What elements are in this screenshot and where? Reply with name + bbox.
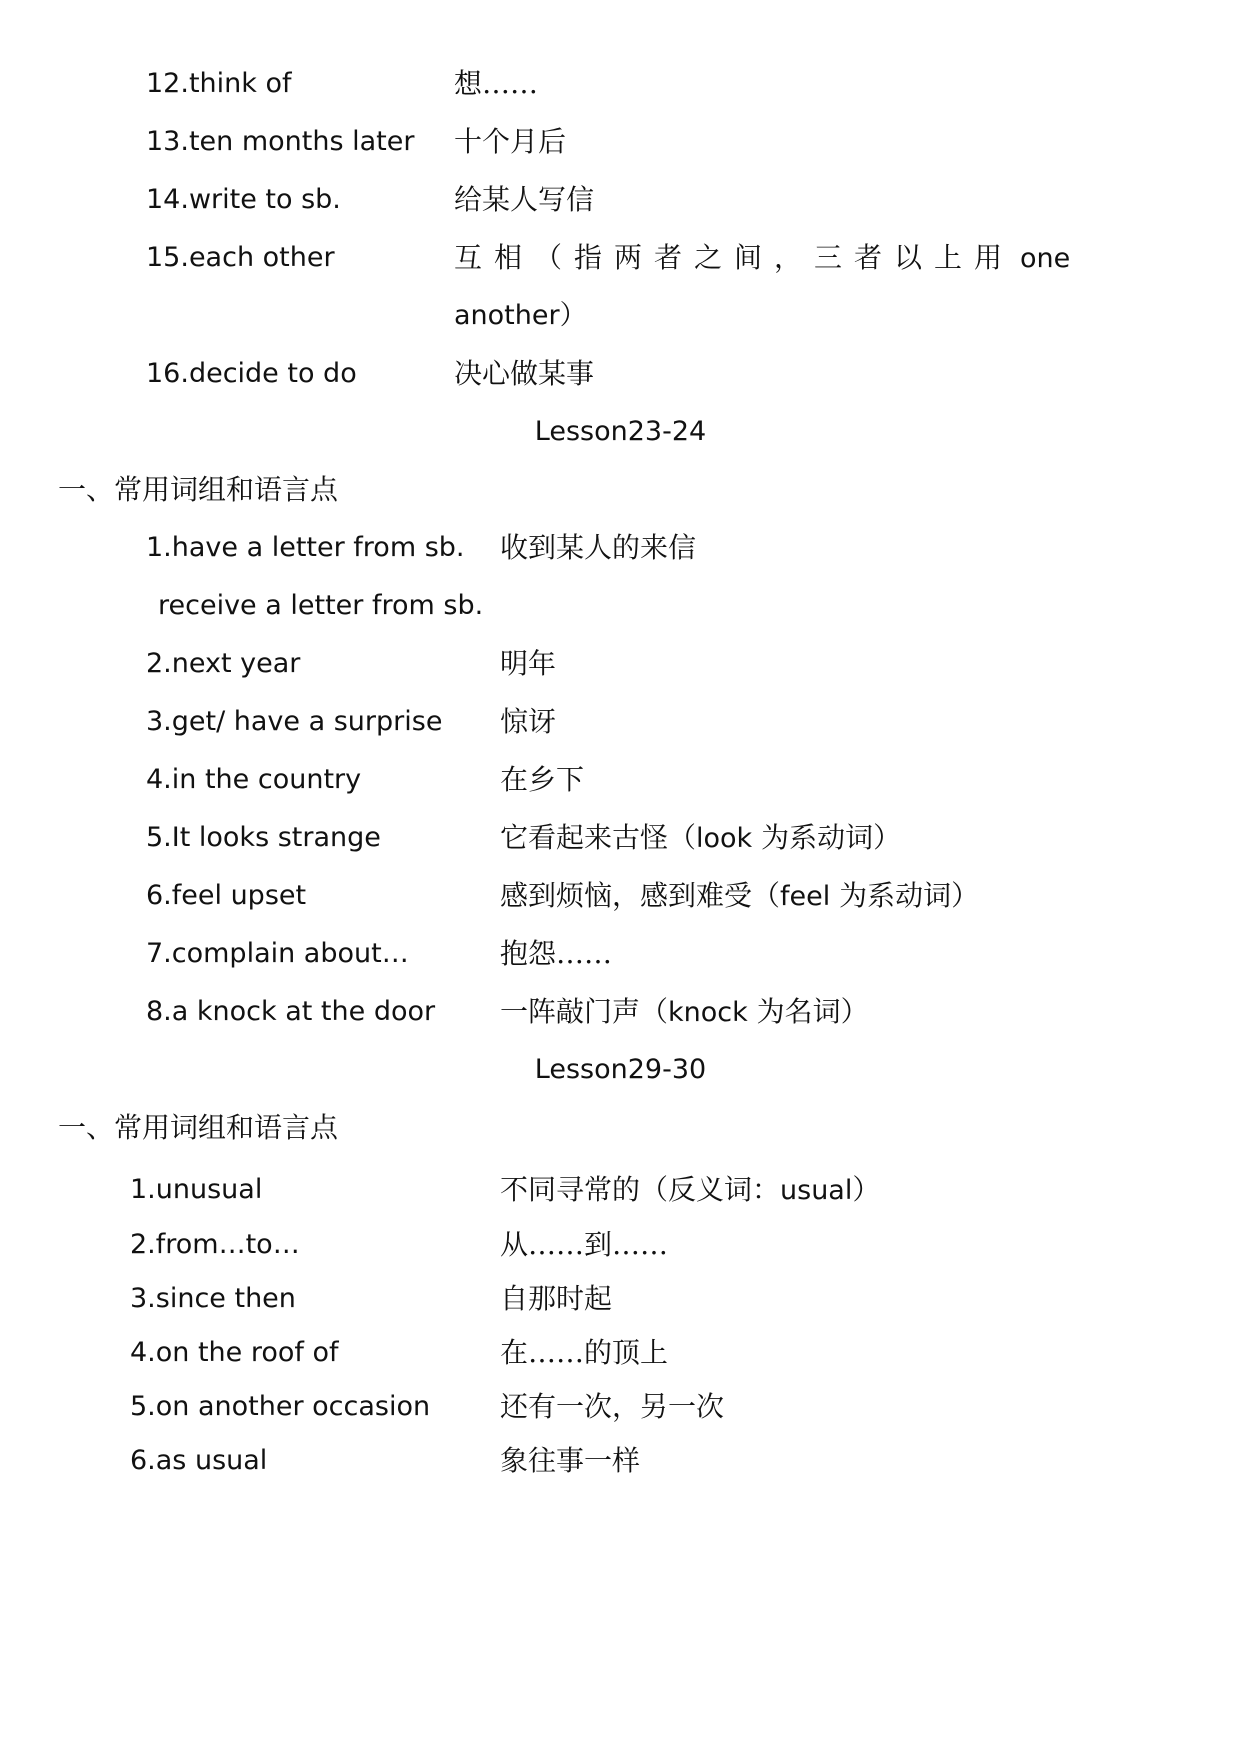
l29-meaning-3: 自那时起 (500, 1282, 613, 1315)
l23-meaning-5-post: 为系动词） (752, 821, 902, 854)
l29-phrase-4: 4.on the roof of (130, 1337, 339, 1368)
meaning-13: 十个月后 (454, 125, 567, 158)
l29-meaning-2: 从……到…… (500, 1228, 669, 1261)
l29-meaning-6: 象往事一样 (500, 1444, 641, 1477)
meaning-14: 给某人写信 (454, 183, 595, 216)
l23-phrase-8: 8.a knock at the door (146, 996, 436, 1027)
lesson-29-30-heading: Lesson29-30 (534, 1054, 707, 1085)
l29-meaning-4: 在……的顶上 (500, 1336, 669, 1369)
l29-phrase-5: 5.on another occasion (130, 1391, 431, 1422)
l23-meaning-8 (500, 994, 869, 1031)
l29-meaning-1-en: usual (780, 1175, 853, 1206)
l23-phrase-5: 5.It looks strange (146, 822, 381, 853)
l23-phrase-1-alt: receive a letter from sb. (158, 590, 484, 621)
l23-meaning-5-pre: 它看起来古怪（ (500, 821, 697, 854)
l29-phrase-6: 6.as usual (130, 1445, 268, 1476)
l23-meaning-8-en: knock (668, 997, 748, 1028)
meaning-12: 想…… (454, 67, 539, 100)
phrase-16: 16.decide to do (146, 358, 357, 389)
l29-phrase-1: 1.unusual (130, 1174, 263, 1205)
l23-meaning-8-post: 为名词） (747, 995, 869, 1028)
phrase-13: 13.ten months later (146, 126, 415, 157)
l29-meaning-1-pre: 不同寻常的（反义词： (500, 1173, 781, 1206)
l23-phrase-3: 3.get/ have a surprise (146, 706, 443, 737)
l29-meaning-5: 还有一次，另一次 (500, 1390, 725, 1423)
l23-meaning-6 (500, 878, 979, 915)
l23-meaning-6-post: 为系动词） (830, 879, 980, 912)
l29-phrase-3: 3.since then (130, 1283, 296, 1314)
l23-meaning-2: 明年 (500, 647, 557, 680)
phrase-12: 12.think of (146, 68, 292, 99)
phrase-15: 15.each other (146, 242, 335, 273)
l23-phrase-7: 7.complain about… (146, 938, 409, 969)
lesson-23-24-section-title: 一、常用词组和语言点 (58, 473, 339, 506)
lesson-23-24-heading: Lesson23-24 (534, 416, 707, 447)
l23-meaning-6-pre: 感到烦恼，感到难受（ (500, 879, 781, 912)
l23-meaning-5-en: look (696, 823, 753, 854)
l23-meaning-4: 在乡下 (500, 763, 585, 796)
phrase-14: 14.write to sb. (146, 184, 341, 215)
l23-meaning-8-pre: 一阵敲门声（ (500, 995, 669, 1028)
l23-phrase-4: 4.in the country (146, 764, 362, 795)
l23-phrase-6: 6.feel upset (146, 880, 307, 911)
meaning-15 (454, 240, 1070, 277)
l29-phrase-2: 2.from…to… (130, 1229, 300, 1260)
l23-phrase-1: 1.have a letter from sb. (146, 532, 465, 563)
l23-phrase-2: 2.next year (146, 648, 301, 679)
l23-meaning-6-en: feel (780, 881, 831, 912)
meaning-16: 决心做某事 (454, 357, 595, 390)
l23-meaning-3: 惊讶 (500, 705, 557, 738)
meaning-15-tail: one (1020, 243, 1071, 274)
l29-meaning-1-post: ） (852, 1173, 881, 1206)
meaning-15-text: 互相（指两者之间，三者以上用 (454, 241, 1015, 274)
l29-meaning-1 (500, 1172, 880, 1209)
lesson-29-30-section-title: 一、常用词组和语言点 (58, 1111, 339, 1144)
meaning-15-cont: another） (454, 300, 587, 331)
l23-meaning-7: 抱怨…… (500, 937, 613, 970)
l23-meaning-1: 收到某人的来信 (500, 531, 697, 564)
l23-meaning-5 (500, 820, 901, 857)
